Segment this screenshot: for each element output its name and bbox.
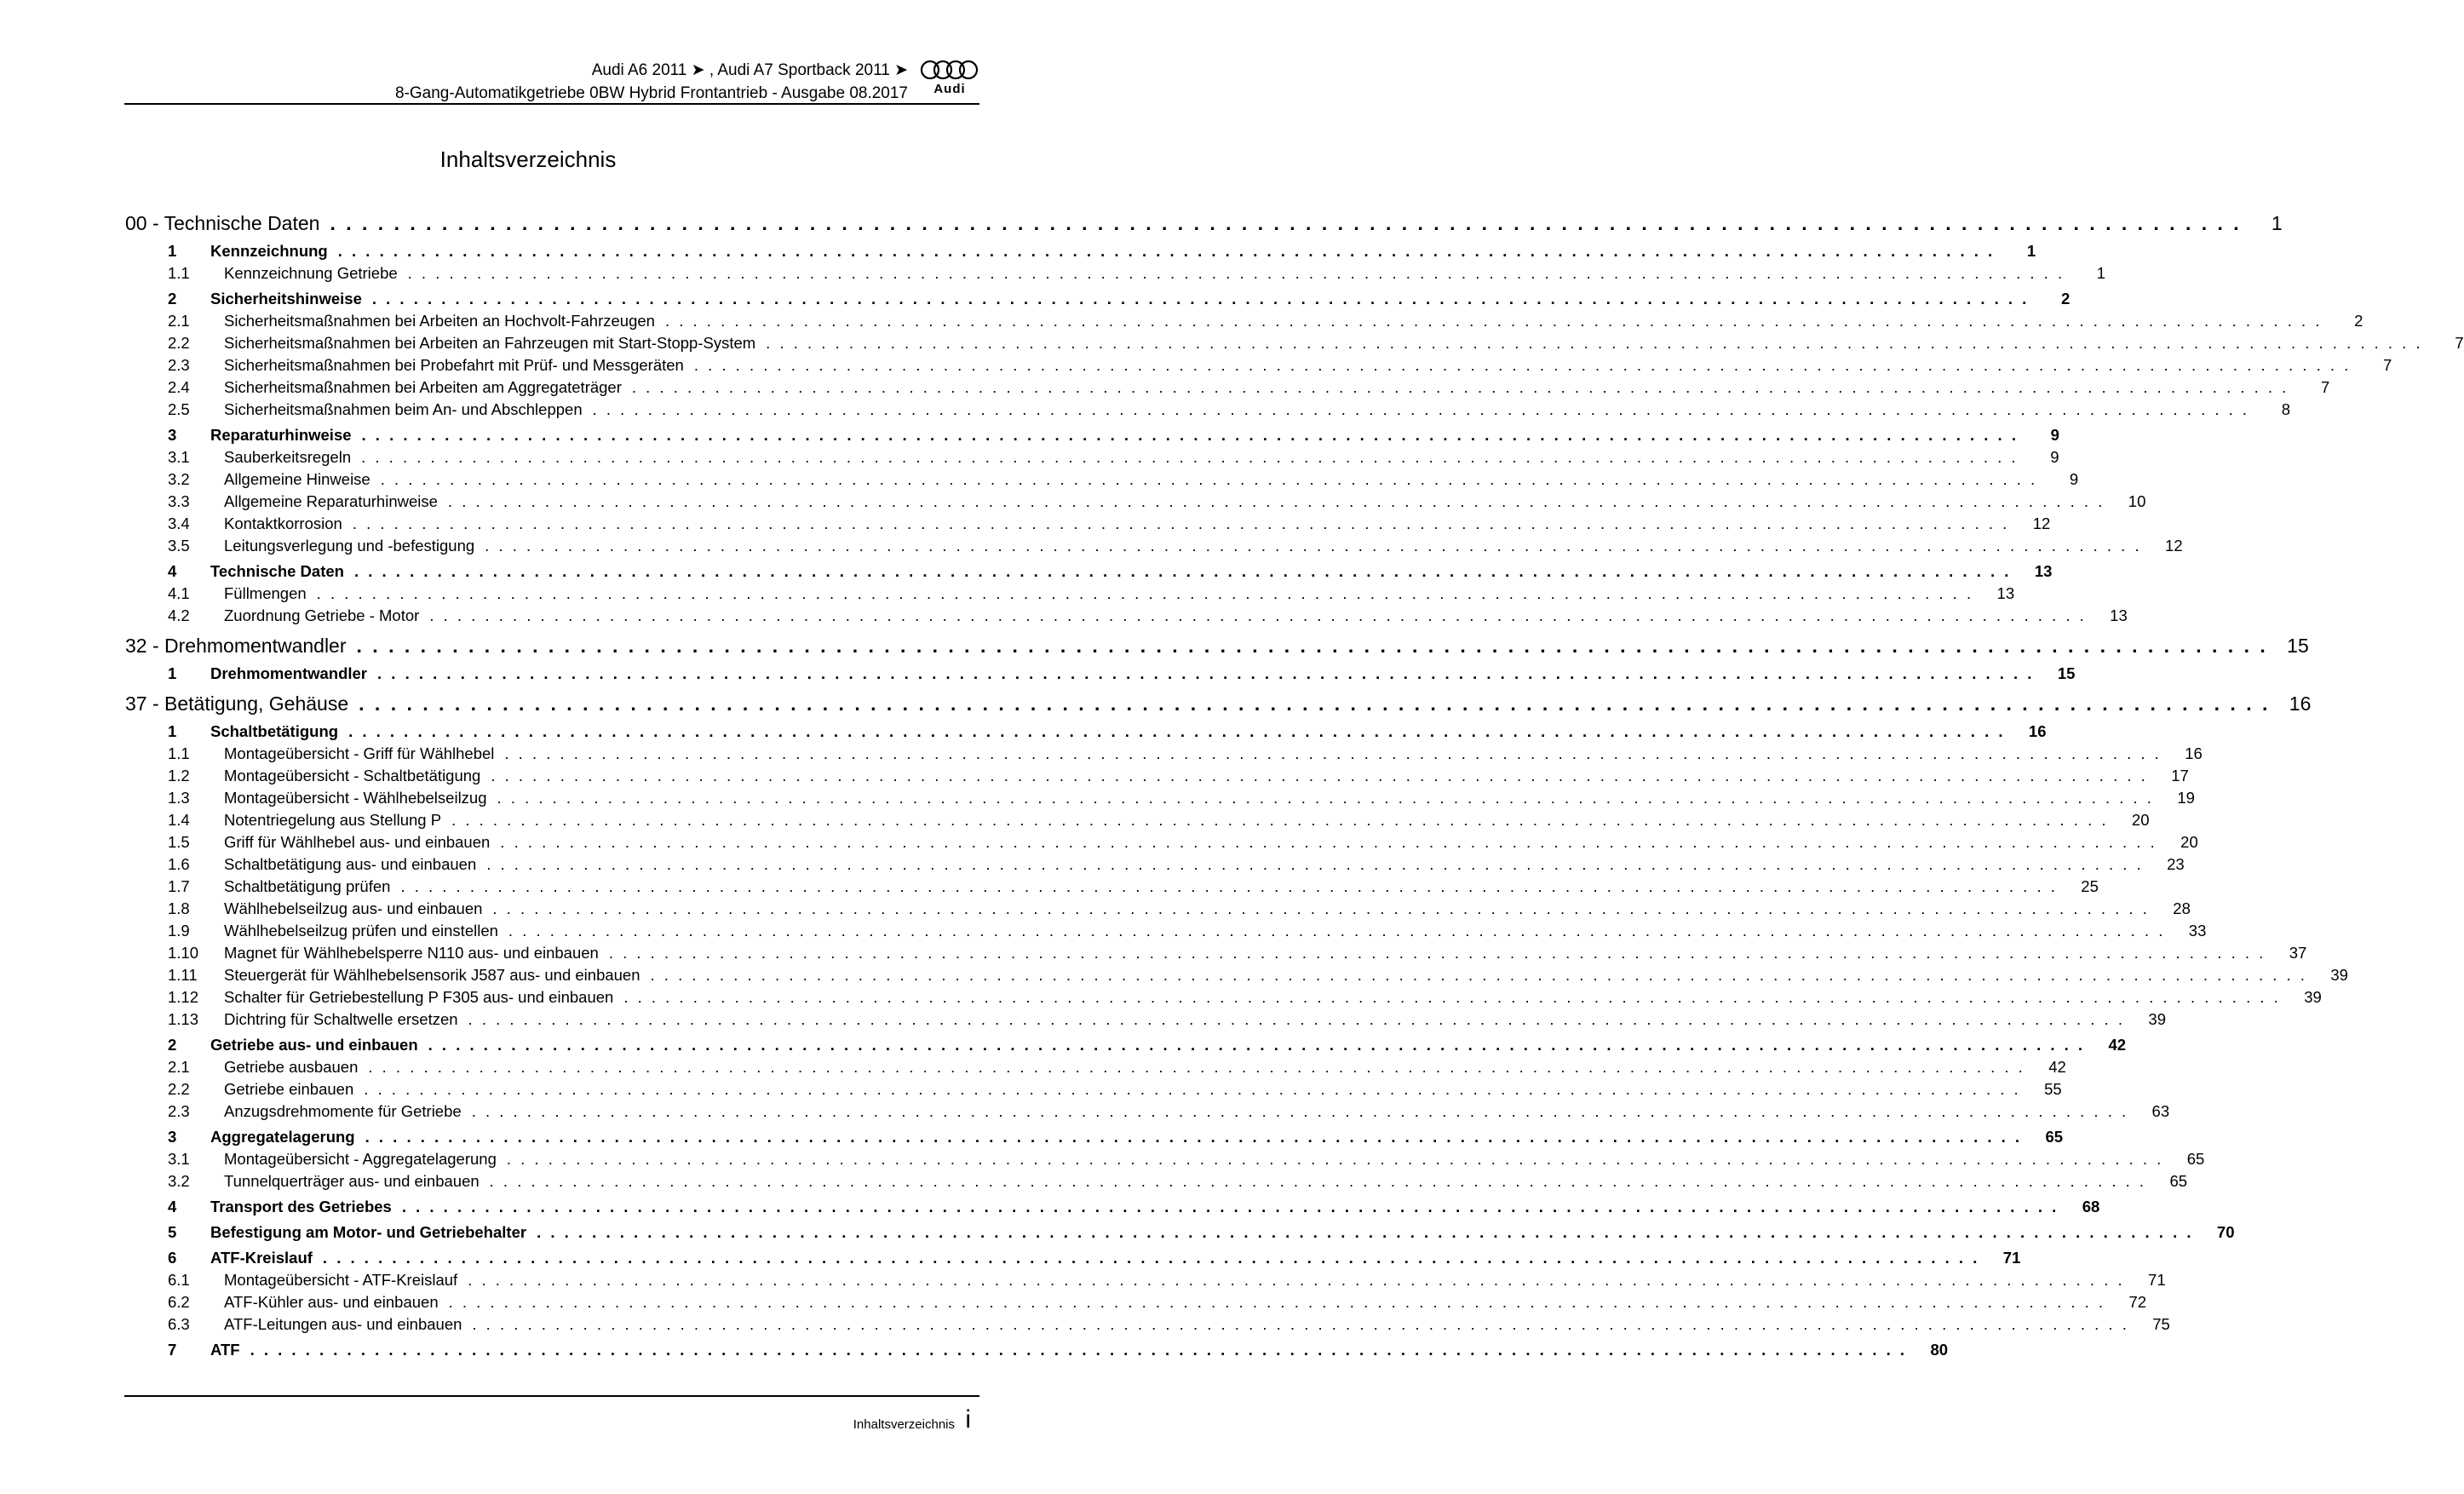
toc-section[interactable] [125, 560, 2053, 583]
toc-entry-page: 39 [2304, 988, 2322, 1006]
toc-subsection[interactable] [125, 1269, 2166, 1291]
toc-chapter[interactable] [125, 690, 2312, 717]
toc-entry-number: 3.4 [168, 514, 190, 532]
toc-entry-number: 1 [168, 722, 177, 740]
toc-subsection[interactable] [125, 446, 2059, 468]
toc-entry-number: 1.3 [168, 789, 190, 807]
toc-entry-number: 1 [168, 242, 177, 260]
toc-entry-title: Montageübersicht - Aggregatelagerung [224, 1150, 497, 1168]
toc-entry-page: 16 [2028, 722, 2047, 740]
toc-dot-leader: . . . . . . . . . . . . . . . . . . . . . . . . . . . . . . . . . . . . . . . . . . . . . . . . . . . . . . . . . . . . . . . . . . . . . . . . . . . . . . . . . . . . . . . . . . . . . . . . . . . . . . . . . . . . . . . . . . . . . . . . [664, 312, 2323, 330]
toc-entry-page: 63 [2151, 1102, 2170, 1120]
toc-entry-title: 32 - Drehmomentwandler [125, 635, 347, 657]
toc-entry-page: 15 [2057, 664, 2076, 682]
toc-dot-leader: . . . . . . . . . . . . . . . . . . . . . . . . . . . . . . . . . . . . . . . . . . . . . . . . . . . . . . . . . . . . . . . . . . . . . . . . . . . . . . . . . . . . . . . . . . . . . . . . . . . . . . . . . . . . . . . . . . . . . . . . [489, 1172, 2147, 1190]
toc-dot-leader: . . . . . . . . . . . . . . . . . . . . . . . . . . . . . . . . . . . . . . . . . . . . . . . . . . . . . . . . . . . . . . . . . . . . . . . . . . . . . . . . . . . . . . . . . . . . . . . . . . . . . . . . . . . . . . . . . . . . . . . . [368, 1058, 2025, 1076]
toc-dot-leader: . . . . . . . . . . . . . . . . . . . . . . . . . . . . . . . . . . . . . . . . . . . . . . . . . . . . . . . . . . . . . . . . . . . . . . . . . . . . . . . . . . . . . . . . . . . . . . . . . . . . . . . . . . . . . . . . . . . . . . . . [491, 767, 2148, 784]
toc-dot-leader: . . . . . . . . . . . . . . . . . . . . . . . . . . . . . . . . . . . . . . . . . . . . . . . . . . . . . . . . . . . . . . . . . . . . . . . . . . . . . . . . . . . . . . . . . . . . . . . . . . . . . . . . . . . . . . . . . . . . . . . . [592, 400, 2250, 418]
toc-entry-page: 9 [2050, 448, 2059, 466]
toc-entry-number: 2 [168, 290, 177, 307]
toc-dot-leader: . . . . . . . . . . . . . . . . . . . . . . . . . . . . . . . . . . . . . . . . . . . . . . . . . . . . . . . . . . . . . . . . . . . . . . . . . . . . . . . . . . . . . . . . . . . . . . . . . . . . . . . . . . . . . . . . . . . . . . . . [380, 470, 2038, 488]
toc-entry-number: 1 [168, 664, 177, 682]
toc-entry-title: Drehmomentwandler [210, 664, 368, 682]
toc-subsection[interactable] [125, 1100, 2170, 1123]
toc-dot-leader: . . . . . . . . . . . . . . . . . . . . . . . . . . . . . . . . . . . . . . . . . . . . . . . . . . . . . . . . . . . . . . . . . . . . . . . . . . . . . . . . . . . . . . . . . . . . . . . . . . . . . . . . . . . . . . . . . . . . . . . . [359, 692, 2271, 715]
toc-entry-number: 1.4 [168, 811, 190, 829]
toc-entry-number: 3.2 [168, 1172, 190, 1190]
toc-entry-title: ATF-Leitungen aus- und einbauen [224, 1315, 462, 1333]
toc-entry-page: 16 [2185, 744, 2203, 762]
toc-section[interactable] [125, 1247, 2021, 1269]
toc-entry-page: 70 [2216, 1223, 2235, 1241]
toc-entry-page: 55 [2044, 1080, 2062, 1098]
toc-section[interactable] [125, 1034, 2127, 1056]
toc-entry-title: Allgemeine Hinweise [224, 470, 370, 488]
toc-entry-page: 7 [2455, 334, 2464, 352]
toc-dot-leader: . . . . . . . . . . . . . . . . . . . . . . . . . . . . . . . . . . . . . . . . . . . . . . . . . . . . . . . . . . . . . . . . . . . . . . . . . . . . . . . . . . . . . . . . . . . . . . . . . . . . . . . . . . . . . . . . . . . . . . . . [361, 426, 2019, 444]
header-manual-line: 8-Gang-Automatikgetriebe 0BW Hybrid Frontantrieb - Ausgabe 08.2017 [395, 84, 908, 102]
toc-entry-page: 20 [2180, 833, 2198, 851]
toc-entry-number: 3.1 [168, 448, 190, 466]
toc-dot-leader: . . . . . . . . . . . . . . . . . . . . . . . . . . . . . . . . . . . . . . . . . . . . . . . . . . . . . . . . . . . . . . . . . . . . . . . . . . . . . . . . . . . . . . . . . . . . . . . . . . . . . . . . . . . . . . . . . . . . . . . . [468, 1010, 2125, 1028]
toc-entry-number: 1.9 [168, 922, 190, 939]
toc-entry-number: 1.6 [168, 855, 190, 873]
toc-chapter[interactable] [125, 632, 2309, 659]
toc-dot-leader: . . . . . . . . . . . . . . . . . . . . . . . . . . . . . . . . . . . . . . . . . . . . . . . . . . . . . . . . . . . . . . . . . . . . . . . . . . . . . . . . . . . . . . . . . . . . . . . . . . . . . . . . . . . . . . . . . . . . . . . . [428, 1036, 2086, 1054]
toc-subsection[interactable] [125, 513, 2051, 535]
toc-entry-title: Anzugsdrehmomente für Getriebe [224, 1102, 462, 1120]
page-title: Inhaltsverzeichnis [439, 147, 617, 172]
toc-subsection[interactable] [125, 1291, 2147, 1313]
toc-entry-page: 9 [2069, 470, 2079, 488]
toc-entry-page: 42 [2108, 1036, 2127, 1054]
toc-entry-page: 2 [2061, 290, 2071, 307]
toc-entry-page: 15 [2287, 635, 2309, 657]
toc-subsection[interactable] [125, 898, 2191, 920]
toc-entry-number: 3.5 [168, 537, 190, 555]
toc-entry-number: 1.10 [168, 944, 199, 962]
toc-entry-title: Schaltbetätigung [210, 722, 339, 740]
toc-entry-number: 1.13 [168, 1010, 199, 1028]
toc-section[interactable] [125, 1126, 2064, 1148]
toc-subsection[interactable] [125, 1170, 2188, 1192]
toc-dot-leader: . . . . . . . . . . . . . . . . . . . . . . . . . . . . . . . . . . . . . . . . . . . . . . . . . . . . . . . . . . . . . . . . . . . . . . . . . . . . . . . . . . . . . . . . . . . . . . . . . . . . . . . . . . . . . . . . . . . . . . . . [608, 944, 2266, 962]
toc-entry-page: 7 [2321, 378, 2330, 396]
toc-entry-title: Tunnelquerträger aus- und einbauen [224, 1172, 480, 1190]
toc-entry-page: 39 [2148, 1010, 2166, 1028]
toc-entry-number: 2.3 [168, 356, 190, 374]
toc-subsection[interactable] [125, 310, 2363, 332]
toc-entry-number: 6.3 [168, 1315, 190, 1333]
toc-entry-title: Steuergerät für Wählhebelsensorik J587 aus- und einbauen [224, 966, 640, 984]
footer-label: Inhaltsverzeichnis [853, 1417, 955, 1432]
toc-entry-page: 10 [2128, 492, 2146, 510]
toc-subsection[interactable] [125, 354, 2392, 376]
toc-dot-leader: . . . . . . . . . . . . . . . . . . . . . . . . . . . . . . . . . . . . . . . . . . . . . . . . . . . . . . . . . . . . . . . . . . . . . . . . . . . . . . . . . . . . . . . . . . . . . . . . . . . . . . . . . . . . . . . . . . . . . . . . [650, 966, 2307, 984]
toc-entry-number: 2.1 [168, 1058, 190, 1076]
toc-entry-title: Getriebe aus- und einbauen [210, 1036, 418, 1054]
toc-section[interactable] [125, 240, 2036, 262]
toc-entry-page: 13 [1996, 584, 2015, 602]
toc-entry-title: Füllmengen [224, 584, 307, 602]
toc-dot-leader: . . . . . . . . . . . . . . . . . . . . . . . . . . . . . . . . . . . . . . . . . . . . . . . . . . . . . . . . . . . . . . . . . . . . . . . . . . . . . . . . . . . . . . . . . . . . . . . . . . . . . . . . . . . . . . . . . . . . . . . . [500, 833, 2157, 851]
toc-entry-number: 1.11 [168, 966, 198, 984]
toc-entry-title: Zuordnung Getriebe - Motor [224, 606, 420, 624]
toc-subsection[interactable] [125, 964, 2348, 986]
toc-subsection[interactable] [125, 920, 2207, 942]
toc-dot-leader: . . . . . . . . . . . . . . . . . . . . . . . . . . . . . . . . . . . . . . . . . . . . . . . . . . . . . . . . . . . . . . . . . . . . . . . . . . . . . . . . . . . . . . . . . . . . . . . . . . . . . . . . . . . . . . . . . . . . . . . . [486, 855, 2144, 873]
toc-entry-title: Sicherheitsmaßnahmen bei Probefahrt mit Prüf- und Messgeräten [224, 356, 684, 374]
toc-entry-page: 42 [2048, 1058, 2066, 1076]
toc-section[interactable] [125, 424, 2059, 446]
toc-entry-page: 23 [2167, 855, 2185, 873]
toc-dot-leader: . . . . . . . . . . . . . . . . . . . . . . . . . . . . . . . . . . . . . . . . . . . . . . . . . . . . . . . . . . . . . . . . . . . . . . . . . . . . . . . . . . . . . . . . . . . . . . . . . . . . . . . . . . . . . . . . . . . . . . . . [364, 1080, 2021, 1098]
toc-entry-page: 37 [2289, 944, 2307, 962]
toc-subsection[interactable] [125, 1078, 2062, 1100]
toc-dot-leader: . . . . . . . . . . . . . . . . . . . . . . . . . . . . . . . . . . . . . . . . . . . . . . . . . . . . . . . . . . . . . . . . . . . . . . . . . . . . . . . . . . . . . . . . . . . . . . . . . . . . . . . . . . . . . . . . . . . . . . . . [352, 514, 2010, 532]
toc-dot-leader: . . . . . . . . . . . . . . . . . . . . . . . . . . . . . . . . . . . . . . . . . . . . . . . . . . . . . . . . . . . . . . . . . . . . . . . . . . . . . . . . . . . . . . . . . . . . . . . . . . . . . . . . . . . . . . . . . . . . . . . . [330, 212, 2242, 234]
toc-dot-leader: . . . . . . . . . . . . . . . . . . . . . . . . . . . . . . . . . . . . . . . . . . . . . . . . . . . . . . . . . . . . . . . . . . . . . . . . . . . . . . . . . . . . . . . . . . . . . . . . . . . . . . . . . . . . . . . . . . . . . . . . [451, 811, 2109, 829]
toc-dot-leader: . . . . . . . . . . . . . . . . . . . . . . . . . . . . . . . . . . . . . . . . . . . . . . . . . . . . . . . . . . . . . . . . . . . . . . . . . . . . . . . . . . . . . . . . . . . . . . . . . . . . . . . . . . . . . . . . . . . . . . . . [472, 1315, 2129, 1333]
toc-subsection[interactable] [125, 605, 2128, 627]
toc-entry-page: 1 [2271, 212, 2283, 234]
toc-entry-number: 3 [168, 426, 177, 444]
toc-subsection[interactable] [125, 1008, 2166, 1031]
toc-entry-page: 28 [2173, 899, 2191, 917]
toc-entry-number: 7 [168, 1341, 177, 1359]
toc-entry-page: 65 [2045, 1128, 2064, 1146]
toc-entry-title: Sicherheitshinweise [210, 290, 362, 307]
toc-subsection[interactable] [125, 491, 2146, 513]
toc-entry-number: 4.2 [168, 606, 190, 624]
toc-subsection[interactable] [125, 583, 2015, 605]
toc-subsection[interactable] [125, 535, 2183, 557]
toc-entry-title: Schaltbetätigung aus- und einbauen [224, 855, 477, 873]
footer-page-number: i [965, 1405, 971, 1434]
toc-entry-number: 6.2 [168, 1293, 190, 1311]
toc-entry-number: 3 [168, 1128, 177, 1146]
toc-entry-page: 80 [1930, 1341, 1949, 1359]
toc-subsection[interactable] [125, 399, 2291, 421]
toc-entry-title: Dichtring für Schaltwelle ersetzen [224, 1010, 458, 1028]
toc-entry-title: ATF-Kreislauf [210, 1249, 313, 1267]
toc-entry-title: Leitungsverlegung und -befestigung [224, 537, 475, 555]
toc-dot-leader: . . . . . . . . . . . . . . . . . . . . . . . . . . . . . . . . . . . . . . . . . . . . . . . . . . . . . . . . . . . . . . . . . . . . . . . . . . . . . . . . . . . . . . . . . . . . . . . . . . . . . . . . . . . . . . . . . . . . . . . . [623, 988, 2281, 1006]
toc-entry-page: 71 [2002, 1249, 2021, 1267]
toc-entry-title: Sauberkeitsregeln [224, 448, 352, 466]
header-vehicle-line: Audi A6 2011 ➤ , Audi A7 Sportback 2011 ➤ [591, 61, 908, 79]
toc-dot-leader: . . . . . . . . . . . . . . . . . . . . . . . . . . . . . . . . . . . . . . . . . . . . . . . . . . . . . . . . . . . . . . . . . . . . . . . . . . . . . . . . . . . . . . . . . . . . . . . . . . . . . . . . . . . . . . . . . . . . . . . . [504, 744, 2162, 762]
toc-entry-number: 3.1 [168, 1150, 190, 1168]
toc-entry-number: 2.4 [168, 378, 190, 396]
toc-section[interactable] [125, 1339, 1949, 1361]
toc-subsection[interactable] [125, 876, 2099, 898]
toc-entry-number: 2.2 [168, 334, 190, 352]
toc-entry-page: 13 [2034, 562, 2053, 580]
toc-section[interactable] [125, 1221, 2235, 1244]
toc-subsection[interactable] [125, 853, 2185, 876]
toc-entry-title: Reparaturhinweise [210, 426, 352, 444]
toc-entry-number: 1.12 [168, 988, 199, 1006]
toc-subsection[interactable] [125, 986, 2322, 1008]
toc-subsection[interactable] [125, 765, 2189, 787]
toc-entry-number: 2.3 [168, 1102, 190, 1120]
toc-entry-title: Getriebe einbauen [224, 1080, 354, 1098]
toc-entry-title: Sicherheitsmaßnahmen beim An- und Abschleppen [224, 400, 583, 418]
toc-dot-leader: . . . . . . . . . . . . . . . . . . . . . . . . . . . . . . . . . . . . . . . . . . . . . . . . . . . . . . . . . . . . . . . . . . . . . . . . . . . . . . . . . . . . . . . . . . . . . . . . . . . . . . . . . . . . . . . . . . . . . . . . [506, 1150, 2164, 1168]
toc-entry-number: 1.1 [168, 264, 190, 282]
toc-entry-title: Allgemeine Reparaturhinweise [224, 492, 438, 510]
audi-logo-text: Audi [933, 82, 966, 96]
toc-entry-title: Montageübersicht - Griff für Wählhebel [224, 744, 495, 762]
toc-entry-page: 2 [2354, 312, 2363, 330]
toc-dot-leader: . . . . . . . . . . . . . . . . . . . . . . . . . . . . . . . . . . . . . . . . . . . . . . . . . . . . . . . . . . . . . . . . . . . . . . . . . . . . . . . . . . . . . . . . . . . . . . . . . . . . . . . . . . . . . . . . . . . . . . . . [337, 242, 1996, 260]
toc-entry-page: 72 [2128, 1293, 2147, 1311]
toc-entry-page: 65 [2169, 1172, 2188, 1190]
toc-entry-number: 2 [168, 1036, 177, 1054]
toc-dot-leader: . . . . . . . . . . . . . . . . . . . . . . . . . . . . . . . . . . . . . . . . . . . . . . . . . . . . . . . . . . . . . . . . . . . . . . . . . . . . . . . . . . . . . . . . . . . . . . . . . . . . . . . . . . . . . . . . . . . . . . . . [468, 1271, 2125, 1289]
toc-entry-page: 19 [2177, 789, 2195, 807]
toc-entry-page: 1 [2026, 242, 2036, 260]
toc-entry-page: 17 [2171, 767, 2189, 784]
toc-entry-number: 4 [168, 562, 177, 580]
toc-entry-title: Befestigung am Motor- und Getriebehalter [210, 1223, 527, 1241]
toc-subsection[interactable] [125, 262, 2106, 284]
toc-dot-leader: . . . . . . . . . . . . . . . . . . . . . . . . . . . . . . . . . . . . . . . . . . . . . . . . . . . . . . . . . . . . . . . . . . . . . . . . . . . . . . . . . . . . . . . . . . . . . . . . . . . . . . . . . . . . . . . . . . . . . . . . [631, 378, 2289, 396]
toc-subsection[interactable] [125, 831, 2198, 853]
toc-subsection[interactable] [125, 1148, 2205, 1170]
toc-entry-number: 5 [168, 1223, 177, 1241]
toc-entry-title: Schalter für Getriebestellung P F305 aus- und einbauen [224, 988, 614, 1006]
toc-subsection[interactable] [125, 942, 2307, 964]
toc-entry-number: 3.2 [168, 470, 190, 488]
toc-entry-title: Kontaktkorrosion [224, 514, 342, 532]
toc-entry-title: 00 - Technische Daten [125, 212, 320, 234]
toc-dot-leader: . . . . . . . . . . . . . . . . . . . . . . . . . . . . . . . . . . . . . . . . . . . . . . . . . . . . . . . . . . . . . . . . . . . . . . . . . . . . . . . . . . . . . . . . . . . . . . . . . . . . . . . . . . . . . . . . . . . . . . . . [448, 1293, 2106, 1311]
toc-entry-title: Sicherheitsmaßnahmen bei Arbeiten an Hochvolt-Fahrzeugen [224, 312, 655, 330]
toc-entry-title: Getriebe ausbauen [224, 1058, 359, 1076]
toc-entry-page: 39 [2330, 966, 2348, 984]
toc-dot-leader: . . . . . . . . . . . . . . . . . . . . . . . . . . . . . . . . . . . . . . . . . . . . . . . . . . . . . . . . . . . . . . . . . . . . . . . . . . . . . . . . . . . . . . . . . . . . . . . . . . . . . . . . . . . . . . . . . . . . . . . . [693, 356, 2352, 374]
toc-dot-leader: . . . . . . . . . . . . . . . . . . . . . . . . . . . . . . . . . . . . . . . . . . . . . . . . . . . . . . . . . . . . . . . . . . . . . . . . . . . . . . . . . . . . . . . . . . . . . . . . . . . . . . . . . . . . . . . . . . . . . . . . [401, 1198, 2059, 1215]
toc-entry-title: Montageübersicht - ATF-Kreislauf [224, 1271, 458, 1289]
toc-dot-leader: . . . . . . . . . . . . . . . . . . . . . . . . . . . . . . . . . . . . . . . . . . . . . . . . . . . . . . . . . . . . . . . . . . . . . . . . . . . . . . . . . . . . . . . . . . . . . . . . . . . . . . . . . . . . . . . . . . . . . . . . [250, 1341, 1908, 1359]
toc-dot-leader: . . . . . . . . . . . . . . . . . . . . . . . . . . . . . . . . . . . . . . . . . . . . . . . . . . . . . . . . . . . . . . . . . . . . . . . . . . . . . . . . . . . . . . . . . . . . . . . . . . . . . . . . . . . . . . . . . . . . . . . . [485, 537, 2142, 555]
toc-subsection[interactable] [125, 787, 2195, 809]
toc-entry-title: Transport des Getriebes [210, 1198, 392, 1215]
toc-entry-title: ATF-Kühler aus- und einbauen [224, 1293, 439, 1311]
audi-logo-icon [920, 60, 979, 99]
toc-entry-title: Montageübersicht - Wählhebelseilzug [224, 789, 487, 807]
toc-dot-leader: . . . . . . . . . . . . . . . . . . . . . . . . . . . . . . . . . . . . . . . . . . . . . . . . . . . . . . . . . . . . . . . . . . . . . . . . . . . . . . . . . . . . . . . . . . . . . . . . . . . . . . . . . . . . . . . . . . . . . . . . [353, 562, 2012, 580]
footer-rule [124, 1395, 979, 1397]
toc-section[interactable] [125, 288, 2071, 310]
toc-entry-title: Griff für Wählhebel aus- und einbauen [224, 833, 491, 851]
toc-entry-title: Magnet für Wählhebelsperre N110 aus- und einbauen [224, 944, 599, 962]
toc-entry-page: 1 [2096, 264, 2106, 282]
toc-dot-leader: . . . . . . . . . . . . . . . . . . . . . . . . . . . . . . . . . . . . . . . . . . . . . . . . . . . . . . . . . . . . . . . . . . . . . . . . . . . . . . . . . . . . . . . . . . . . . . . . . . . . . . . . . . . . . . . . . . . . . . . . [316, 584, 1974, 602]
toc-subsection[interactable] [125, 743, 2203, 765]
toc-dot-leader: . . . . . . . . . . . . . . . . . . . . . . . . . . . . . . . . . . . . . . . . . . . . . . . . . . . . . . . . . . . . . . . . . . . . . . . . . . . . . . . . . . . . . . . . . . . . . . . . . . . . . . . . . . . . . . . . . . . . . . . . [508, 922, 2166, 939]
toc-entry-title: Sicherheitsmaßnahmen bei Arbeiten am Aggregateträger [224, 378, 622, 396]
toc-entry-number: 2.5 [168, 400, 190, 418]
toc-dot-leader: . . . . . . . . . . . . . . . . . . . . . . . . . . . . . . . . . . . . . . . . . . . . . . . . . . . . . . . . . . . . . . . . . . . . . . . . . . . . . . . . . . . . . . . . . . . . . . . . . . . . . . . . . . . . . . . . . . . . . . . . [766, 334, 2423, 352]
toc-subsection[interactable] [125, 809, 2150, 831]
page-header [124, 60, 979, 104]
toc-entry-title: ATF [210, 1341, 240, 1359]
toc-chapter[interactable] [125, 210, 2283, 237]
toc-dot-leader: . . . . . . . . . . . . . . . . . . . . . . . . . . . . . . . . . . . . . . . . . . . . . . . . . . . . . . . . . . . . . . . . . . . . . . . . . . . . . . . . . . . . . . . . . . . . . . . . . . . . . . . . . . . . . . . . . . . . . . . . [361, 448, 2019, 466]
toc-entry-page: 16 [2289, 692, 2312, 715]
toc-entry-page: 71 [2148, 1271, 2166, 1289]
toc-section[interactable] [125, 1196, 2100, 1218]
toc-entry-page: 7 [2382, 356, 2392, 374]
toc-entry-page: 25 [2081, 877, 2099, 895]
toc-dot-leader: . . . . . . . . . . . . . . . . . . . . . . . . . . . . . . . . . . . . . . . . . . . . . . . . . . . . . . . . . . . . . . . . . . . . . . . . . . . . . . . . . . . . . . . . . . . . . . . . . . . . . . . . . . . . . . . . . . . . . . . . [356, 635, 2268, 657]
toc-entry-page: 13 [2110, 606, 2128, 624]
toc-entry-title: Schaltbetätigung prüfen [224, 877, 391, 895]
toc-entry-number: 1.1 [168, 744, 190, 762]
toc-entry-page: 33 [2188, 922, 2207, 939]
toc-dot-leader: . . . . . . . . . . . . . . . . . . . . . . . . . . . . . . . . . . . . . . . . . . . . . . . . . . . . . . . . . . . . . . . . . . . . . . . . . . . . . . . . . . . . . . . . . . . . . . . . . . . . . . . . . . . . . . . . . . . . . . . . [348, 722, 2006, 740]
toc-entry-page: 9 [2050, 426, 2059, 444]
toc-entry-title: Technische Daten [210, 562, 344, 580]
toc-dot-leader: . . . . . . . . . . . . . . . . . . . . . . . . . . . . . . . . . . . . . . . . . . . . . . . . . . . . . . . . . . . . . . . . . . . . . . . . . . . . . . . . . . . . . . . . . . . . . . . . . . . . . . . . . . . . . . . . . . . . . . . . [447, 492, 2105, 510]
toc-entry-number: 4 [168, 1198, 177, 1215]
toc-entry-title: Sicherheitsmaßnahmen bei Arbeiten an Fahrzeugen mit Start-Stopp-System [224, 334, 756, 352]
toc-entry-number: 6 [168, 1249, 177, 1267]
toc-entry-number: 3.3 [168, 492, 190, 510]
toc-subsection[interactable] [125, 332, 2464, 354]
toc-dot-leader: . . . . . . . . . . . . . . . . . . . . . . . . . . . . . . . . . . . . . . . . . . . . . . . . . . . . . . . . . . . . . . . . . . . . . . . . . . . . . . . . . . . . . . . . . . . . . . . . . . . . . . . . . . . . . . . . . . . . . . . . [365, 1128, 2023, 1146]
toc-dot-leader: . . . . . . . . . . . . . . . . . . . . . . . . . . . . . . . . . . . . . . . . . . . . . . . . . . . . . . . . . . . . . . . . . . . . . . . . . . . . . . . . . . . . . . . . . . . . . . . . . . . . . . . . . . . . . . . . . . . . . . . . [322, 1249, 1980, 1267]
toc-entry-number: 2.2 [168, 1080, 190, 1098]
toc-entry-title: Kennzeichnung Getriebe [224, 264, 398, 282]
toc-dot-leader: . . . . . . . . . . . . . . . . . . . . . . . . . . . . . . . . . . . . . . . . . . . . . . . . . . . . . . . . . . . . . . . . . . . . . . . . . . . . . . . . . . . . . . . . . . . . . . . . . . . . . . . . . . . . . . . . . . . . . . . . [537, 1223, 2194, 1241]
toc-subsection[interactable] [125, 376, 2330, 399]
toc-dot-leader: . . . . . . . . . . . . . . . . . . . . . . . . . . . . . . . . . . . . . . . . . . . . . . . . . . . . . . . . . . . . . . . . . . . . . . . . . . . . . . . . . . . . . . . . . . . . . . . . . . . . . . . . . . . . . . . . . . . . . . . . [492, 899, 2150, 917]
toc-entry-page: 12 [2032, 514, 2051, 532]
toc-entry-number: 1.5 [168, 833, 190, 851]
toc-entry-title: Notentriegelung aus Stellung P [224, 811, 442, 829]
table-of-contents [125, 204, 2464, 1361]
toc-entry-number: 1.7 [168, 877, 190, 895]
toc-dot-leader: . . . . . . . . . . . . . . . . . . . . . . . . . . . . . . . . . . . . . . . . . . . . . . . . . . . . . . . . . . . . . . . . . . . . . . . . . . . . . . . . . . . . . . . . . . . . . . . . . . . . . . . . . . . . . . . . . . . . . . . . [400, 877, 2058, 895]
toc-dot-leader: . . . . . . . . . . . . . . . . . . . . . . . . . . . . . . . . . . . . . . . . . . . . . . . . . . . . . . . . . . . . . . . . . . . . . . . . . . . . . . . . . . . . . . . . . . . . . . . . . . . . . . . . . . . . . . . . . . . . . . . . [429, 606, 2087, 624]
toc-entry-title: Aggregatelagerung [210, 1128, 355, 1146]
toc-entry-page: 20 [2131, 811, 2150, 829]
toc-entry-page: 12 [2165, 537, 2183, 555]
toc-subsection[interactable] [125, 1313, 2170, 1336]
toc-entry-page: 8 [2281, 400, 2291, 418]
toc-entry-page: 65 [2186, 1150, 2205, 1168]
toc-entry-number: 2.1 [168, 312, 190, 330]
toc-entry-title: Kennzeichnung [210, 242, 328, 260]
toc-entry-title: Wählhebelseilzug aus- und einbauen [224, 899, 483, 917]
toc-entry-page: 75 [2152, 1315, 2170, 1333]
toc-entry-number: 1.8 [168, 899, 190, 917]
toc-entry-title: Wählhebelseilzug prüfen und einstellen [224, 922, 498, 939]
toc-entry-title: 37 - Betätigung, Gehäuse [125, 692, 349, 715]
toc-dot-leader: . . . . . . . . . . . . . . . . . . . . . . . . . . . . . . . . . . . . . . . . . . . . . . . . . . . . . . . . . . . . . . . . . . . . . . . . . . . . . . . . . . . . . . . . . . . . . . . . . . . . . . . . . . . . . . . . . . . . . . . . [407, 264, 2065, 282]
toc-dot-leader: . . . . . . . . . . . . . . . . . . . . . . . . . . . . . . . . . . . . . . . . . . . . . . . . . . . . . . . . . . . . . . . . . . . . . . . . . . . . . . . . . . . . . . . . . . . . . . . . . . . . . . . . . . . . . . . . . . . . . . . . [377, 664, 2035, 682]
toc-subsection[interactable] [125, 1056, 2066, 1078]
toc-entry-number: 1.2 [168, 767, 190, 784]
toc-subsection[interactable] [125, 468, 2079, 491]
toc-dot-leader: . . . . . . . . . . . . . . . . . . . . . . . . . . . . . . . . . . . . . . . . . . . . . . . . . . . . . . . . . . . . . . . . . . . . . . . . . . . . . . . . . . . . . . . . . . . . . . . . . . . . . . . . . . . . . . . . . . . . . . . . [471, 1102, 2129, 1120]
toc-section[interactable] [125, 663, 2076, 685]
toc-entry-page: 68 [2082, 1198, 2100, 1215]
toc-entry-title: Montageübersicht - Schaltbetätigung [224, 767, 481, 784]
header-rule [124, 103, 979, 105]
toc-entry-number: 6.1 [168, 1271, 190, 1289]
toc-section[interactable] [125, 721, 2047, 743]
toc-dot-leader: . . . . . . . . . . . . . . . . . . . . . . . . . . . . . . . . . . . . . . . . . . . . . . . . . . . . . . . . . . . . . . . . . . . . . . . . . . . . . . . . . . . . . . . . . . . . . . . . . . . . . . . . . . . . . . . . . . . . . . . . [497, 789, 2154, 807]
toc-entry-number: 4.1 [168, 584, 190, 602]
toc-dot-leader: . . . . . . . . . . . . . . . . . . . . . . . . . . . . . . . . . . . . . . . . . . . . . . . . . . . . . . . . . . . . . . . . . . . . . . . . . . . . . . . . . . . . . . . . . . . . . . . . . . . . . . . . . . . . . . . . . . . . . . . . [371, 290, 2030, 307]
